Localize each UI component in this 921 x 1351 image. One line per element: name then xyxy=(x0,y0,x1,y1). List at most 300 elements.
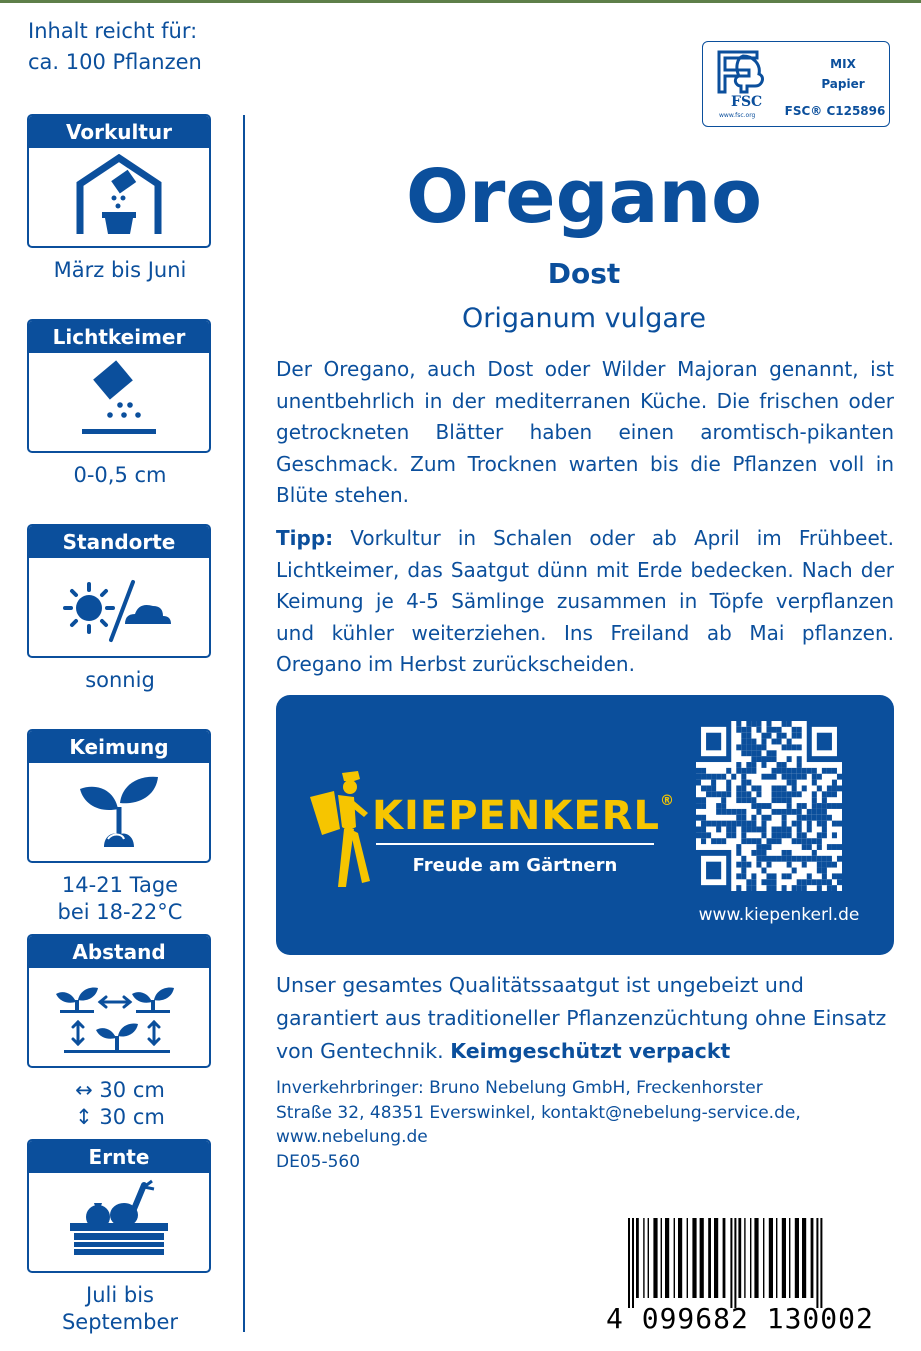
qr-module xyxy=(711,774,716,780)
qr-module xyxy=(751,885,756,891)
harvest-crate-icon xyxy=(64,1179,174,1263)
qr-module xyxy=(787,873,792,879)
qr-module xyxy=(696,780,701,786)
qr-module xyxy=(822,827,827,833)
qr-module xyxy=(741,785,746,791)
caption-line: März bis Juni xyxy=(53,258,187,282)
qr-module xyxy=(741,744,746,750)
qr-module xyxy=(812,768,817,774)
qr-module xyxy=(726,785,731,791)
column-divider xyxy=(243,115,245,1332)
qr-module xyxy=(756,744,761,750)
qr-module xyxy=(792,780,797,786)
qr-module xyxy=(716,809,721,815)
qr-module xyxy=(822,879,827,885)
qr-module xyxy=(761,774,766,780)
qr-module xyxy=(766,838,771,844)
seeds-on-soil-icon xyxy=(74,359,164,443)
qr-module xyxy=(766,803,771,809)
qr-module xyxy=(741,821,746,827)
distributor-line-3: www.nebelung.de xyxy=(276,1127,428,1147)
qr-module xyxy=(741,733,746,739)
qr-module xyxy=(787,832,792,838)
qr-module xyxy=(756,862,761,868)
caption-line: bei 18-22°C xyxy=(57,900,183,924)
qr-module xyxy=(782,873,787,879)
distributor-line-1: Inverkehrbringer: Bruno Nebelung GmbH, Freckenhorster xyxy=(276,1078,763,1098)
barcode-bar xyxy=(678,1218,682,1298)
info-caption-vorkultur xyxy=(20,257,220,284)
qr-module xyxy=(817,885,822,891)
qr-module xyxy=(741,856,746,862)
qr-module xyxy=(711,785,716,791)
fsc-label xyxy=(702,41,890,127)
qr-module xyxy=(792,868,797,874)
qr-module xyxy=(782,850,787,856)
qr-code-graphic xyxy=(696,721,842,891)
qr-module xyxy=(701,785,706,791)
qr-module xyxy=(706,832,711,838)
qr-module xyxy=(701,774,706,780)
qr-finder xyxy=(706,733,721,751)
qr-module xyxy=(701,815,706,821)
qr-module xyxy=(792,727,797,733)
qr-module xyxy=(741,809,746,815)
growing-tip xyxy=(276,523,894,681)
caption-line: 0-0,5 cm xyxy=(73,463,167,487)
qr-module xyxy=(741,873,746,879)
qr-module xyxy=(731,774,736,780)
qr-module xyxy=(787,739,792,745)
qr-module xyxy=(807,873,812,879)
qr-module xyxy=(761,856,766,862)
qr-module xyxy=(736,844,741,850)
barcode-bar xyxy=(776,1218,777,1298)
qr-module xyxy=(766,750,771,756)
qr-module xyxy=(777,809,782,815)
qr-module xyxy=(751,879,756,885)
qr-module xyxy=(751,750,756,756)
barcode-bar xyxy=(648,1218,649,1298)
qr-module xyxy=(746,750,751,756)
fsc-paper-label: Papier xyxy=(821,77,865,91)
qr-module xyxy=(777,727,782,733)
qr-module xyxy=(756,721,761,727)
qr-module xyxy=(807,879,812,885)
qr-module xyxy=(797,774,802,780)
qr-module xyxy=(746,744,751,750)
qr-module xyxy=(706,821,711,827)
qr-module xyxy=(736,821,741,827)
qr-module xyxy=(792,733,797,739)
qr-module xyxy=(807,821,812,827)
qr-module xyxy=(817,785,822,791)
qr-module xyxy=(802,774,807,780)
qr-module xyxy=(741,838,746,844)
qr-module xyxy=(832,791,837,797)
qr-module xyxy=(782,768,787,774)
qr-module xyxy=(782,827,787,833)
brand-logo xyxy=(372,793,675,839)
qr-module xyxy=(787,827,792,833)
qr-module xyxy=(837,873,842,879)
brand-panel xyxy=(276,695,894,955)
qr-module xyxy=(751,762,756,768)
qr-module xyxy=(716,821,721,827)
info-box-vorkultur xyxy=(27,114,211,248)
qr-module xyxy=(751,768,756,774)
qr-module xyxy=(787,774,792,780)
qr-module xyxy=(782,744,787,750)
qr-module xyxy=(756,809,761,815)
qr-module xyxy=(741,780,746,786)
qr-module xyxy=(782,885,787,891)
qr-module xyxy=(721,791,726,797)
quality-bold: Keimgeschützt verpackt xyxy=(450,1039,731,1063)
qr-module xyxy=(807,809,812,815)
qr-module xyxy=(812,803,817,809)
qr-module xyxy=(837,821,842,827)
qr-module xyxy=(711,821,716,827)
qr-module xyxy=(812,809,817,815)
latin-name: Origanum vulgare xyxy=(461,303,707,334)
qr-module xyxy=(812,791,817,797)
qr-module xyxy=(731,827,736,833)
qr-module xyxy=(822,832,827,838)
qr-module xyxy=(817,862,822,868)
qr-module xyxy=(741,791,746,797)
qr-module xyxy=(827,768,832,774)
qr-module xyxy=(787,756,792,762)
qr-module xyxy=(832,832,837,838)
qr-module xyxy=(756,756,761,762)
barcode-bar xyxy=(820,1218,822,1308)
qr-module xyxy=(822,821,827,827)
qr-module xyxy=(827,803,832,809)
info-box-header: Keimung xyxy=(29,731,209,763)
qr-module xyxy=(797,733,802,739)
info-caption-lichtkeimer xyxy=(20,462,220,489)
qr-module xyxy=(797,727,802,733)
qr-module xyxy=(741,815,746,821)
qr-module xyxy=(777,832,782,838)
qr-module xyxy=(797,838,802,844)
qr-module xyxy=(797,791,802,797)
barcode-bar xyxy=(816,1218,818,1308)
barcode-bar xyxy=(636,1218,639,1298)
logo-underline xyxy=(376,843,654,845)
qr-module xyxy=(726,791,731,797)
qr-module xyxy=(741,797,746,803)
qr-module xyxy=(761,739,766,745)
qr-module xyxy=(807,844,812,850)
tip-text: Vorkultur in Schalen oder ab April im Frühbeet. Lichtkeimer, das Saatgut dünn mit Erde bedecken. Nach der Keimung je 4-5 Sämlinge zusammen in Töpfe verpflanzen und kühler weiterziehen. Ins Freiland ab Mai pflanzen. Oregano im Herbst zurückscheiden. xyxy=(276,526,894,676)
qr-module xyxy=(726,768,731,774)
qr-module xyxy=(827,844,832,850)
qr-module xyxy=(782,774,787,780)
kiepenkerl-figure-icon xyxy=(308,769,372,889)
qr-module xyxy=(746,791,751,797)
brand-name: KIEPENKERL xyxy=(372,793,660,839)
caption-line: September xyxy=(61,1310,179,1334)
qr-module xyxy=(772,727,777,733)
qr-module xyxy=(817,856,822,862)
qr-module xyxy=(777,797,782,803)
barcode-bar xyxy=(708,1218,711,1298)
qr-module xyxy=(696,797,701,803)
qr-module xyxy=(741,827,746,833)
qr-module xyxy=(827,785,832,791)
qr-module xyxy=(792,785,797,791)
qr-module xyxy=(766,873,771,879)
qr-module xyxy=(731,832,736,838)
qr-module xyxy=(756,838,761,844)
qr-module xyxy=(741,739,746,745)
qr-module xyxy=(827,885,832,891)
qr-module xyxy=(716,827,721,833)
qr-module xyxy=(741,862,746,868)
qr-module xyxy=(751,827,756,833)
qr-module xyxy=(782,809,787,815)
qr-module xyxy=(822,768,827,774)
tip-label: Tipp: xyxy=(276,526,334,550)
info-box-standorte xyxy=(27,524,211,658)
qr-module xyxy=(756,727,761,733)
qr-module xyxy=(832,768,837,774)
qr-module xyxy=(797,827,802,833)
qr-module xyxy=(812,774,817,780)
qr-module xyxy=(751,838,756,844)
qr-module xyxy=(822,868,827,874)
qr-module xyxy=(822,803,827,809)
qr-module xyxy=(832,873,837,879)
qr-module xyxy=(711,838,716,844)
qr-module xyxy=(827,862,832,868)
brand-url[interactable]: www.kiepenkerl.de xyxy=(698,905,860,925)
brand-registered: ® xyxy=(659,793,675,809)
qr-module xyxy=(701,832,706,838)
barcode-number: 4 099682 130002 xyxy=(606,1302,874,1335)
qr-module xyxy=(761,868,766,874)
qr-module xyxy=(716,838,721,844)
qr-module xyxy=(787,791,792,797)
info-box-keimung xyxy=(27,729,211,863)
qr-module xyxy=(741,868,746,874)
fsc-code: FSC® C125896 xyxy=(784,104,886,118)
qr-module xyxy=(706,774,711,780)
qr-module xyxy=(792,838,797,844)
info-box-header: Abstand xyxy=(29,936,209,968)
qr-module xyxy=(701,768,706,774)
qr-module xyxy=(827,879,832,885)
qr-module xyxy=(782,785,787,791)
qr-module xyxy=(736,721,741,727)
qr-module xyxy=(726,832,731,838)
qr-module xyxy=(812,850,817,856)
qr-module xyxy=(797,815,802,821)
qr-module xyxy=(787,768,792,774)
qr-module xyxy=(706,785,711,791)
qr-module xyxy=(817,821,822,827)
qr-module xyxy=(721,774,726,780)
qr-module xyxy=(736,785,741,791)
qr-module xyxy=(756,850,761,856)
qr-module xyxy=(772,739,777,745)
qr-module xyxy=(751,803,756,809)
qr-module xyxy=(772,791,777,797)
barcode-bar xyxy=(674,1218,675,1298)
qr-module xyxy=(761,879,766,885)
qr-module xyxy=(827,791,832,797)
qr-module xyxy=(736,727,741,733)
qr-module xyxy=(772,797,777,803)
qr-module xyxy=(751,797,756,803)
qr-module xyxy=(777,838,782,844)
qr-module xyxy=(726,809,731,815)
qr-module xyxy=(766,774,771,780)
qr-module xyxy=(741,774,746,780)
qr-module xyxy=(746,879,751,885)
distributor-info xyxy=(276,1076,896,1174)
qr-module xyxy=(822,797,827,803)
qr-module xyxy=(772,768,777,774)
barcode-bar xyxy=(700,1218,704,1298)
qr-module xyxy=(772,809,777,815)
barcode-bar xyxy=(628,1218,630,1308)
qr-module xyxy=(807,838,812,844)
qr-module xyxy=(797,879,802,885)
seedling-icon xyxy=(74,769,164,853)
qr-module xyxy=(802,856,807,862)
barcode-bar xyxy=(661,1218,662,1298)
qr-module xyxy=(787,850,792,856)
qr-module xyxy=(782,856,787,862)
barcode-bar xyxy=(665,1218,669,1298)
qr-module xyxy=(802,862,807,868)
barcode-bar xyxy=(714,1218,718,1298)
qr-module xyxy=(766,885,771,891)
qr-module xyxy=(736,873,741,879)
qr-module xyxy=(817,803,822,809)
qr-module xyxy=(832,785,837,791)
qr-module xyxy=(782,791,787,797)
qr-module xyxy=(777,768,782,774)
qr-module xyxy=(772,827,777,833)
info-caption-ernte xyxy=(20,1282,220,1336)
qr-module xyxy=(787,809,792,815)
info-box-header: Vorkultur xyxy=(29,116,209,148)
qr-module xyxy=(797,744,802,750)
qr-module xyxy=(772,873,777,879)
qr-module xyxy=(817,844,822,850)
qr-module xyxy=(777,762,782,768)
qr-module xyxy=(792,856,797,862)
qr-module xyxy=(817,838,822,844)
qr-module xyxy=(711,791,716,797)
fsc-url: www.fsc.org xyxy=(719,112,756,119)
qr-module xyxy=(696,815,701,821)
qr-module xyxy=(822,862,827,868)
qr-module xyxy=(746,838,751,844)
qr-module xyxy=(777,785,782,791)
qr-module xyxy=(822,791,827,797)
barcode-bar xyxy=(763,1218,764,1298)
caption-line: ↔ 30 cm xyxy=(75,1078,165,1102)
qr-module xyxy=(746,727,751,733)
qr-module xyxy=(751,821,756,827)
fsc-mix-label: MIX xyxy=(830,57,856,71)
qr-module xyxy=(817,809,822,815)
caption-line: 14-21 Tage xyxy=(61,873,179,897)
qr-module xyxy=(736,815,741,821)
qr-module xyxy=(746,762,751,768)
qr-code[interactable] xyxy=(696,721,842,891)
qr-module xyxy=(711,780,716,786)
barcode-bar xyxy=(769,1218,773,1298)
qr-module xyxy=(756,750,761,756)
product-description: Der Oregano, auch Dost oder Wilder Majoran genannt, ist unentbehrlich in der mediterranen Küche. Die frischen oder getrockneten Blätter haben einen aromtisch-pikanten Geschmack. Zum Trocknen warten bis die Pflanzen voll in Blüte stehen. xyxy=(276,357,894,507)
barcode-bars xyxy=(606,1218,894,1308)
qr-module xyxy=(812,856,817,862)
distributor-line-2: Straße 32, 48351 Everswinkel, kontakt@nebelung-service.de, xyxy=(276,1102,801,1123)
qr-module xyxy=(812,780,817,786)
qr-module xyxy=(716,774,721,780)
qr-module xyxy=(726,780,731,786)
qr-module xyxy=(746,885,751,891)
qr-module xyxy=(797,885,802,891)
qr-module xyxy=(766,733,771,739)
qr-module xyxy=(761,844,766,850)
qr-module xyxy=(802,803,807,809)
qr-module xyxy=(756,785,761,791)
qr-module xyxy=(832,844,837,850)
qr-module xyxy=(807,856,812,862)
qr-module xyxy=(721,821,726,827)
qr-module xyxy=(787,744,792,750)
barcode xyxy=(606,1218,894,1334)
qr-module xyxy=(787,803,792,809)
top-rule xyxy=(0,0,921,3)
qr-module xyxy=(802,768,807,774)
barcode-bar xyxy=(730,1218,732,1308)
qr-module xyxy=(736,744,741,750)
capacity-line-1: Inhalt reicht für: xyxy=(28,19,198,43)
barcode-bar xyxy=(811,1218,814,1298)
qr-module xyxy=(817,815,822,821)
qr-module xyxy=(832,885,837,891)
qr-module xyxy=(782,721,787,727)
barcode-bar xyxy=(795,1218,799,1298)
qr-module xyxy=(761,803,766,809)
qr-module xyxy=(741,768,746,774)
info-box-abstand xyxy=(27,934,211,1068)
caption-line: sonnig xyxy=(85,668,155,692)
qr-module xyxy=(817,868,822,874)
qr-module xyxy=(837,803,842,809)
fsc-logo-text: FSC xyxy=(731,94,763,110)
qr-module xyxy=(782,815,787,821)
qr-module xyxy=(802,815,807,821)
info-caption-standorte xyxy=(20,667,220,694)
qr-module xyxy=(746,827,751,833)
sun-cloud-icon xyxy=(59,564,179,648)
qr-module xyxy=(807,815,812,821)
qr-module xyxy=(832,821,837,827)
qr-module xyxy=(741,750,746,756)
qr-module xyxy=(782,821,787,827)
fsc-tree-icon xyxy=(709,46,769,96)
plant-spacing-icon xyxy=(54,974,184,1058)
